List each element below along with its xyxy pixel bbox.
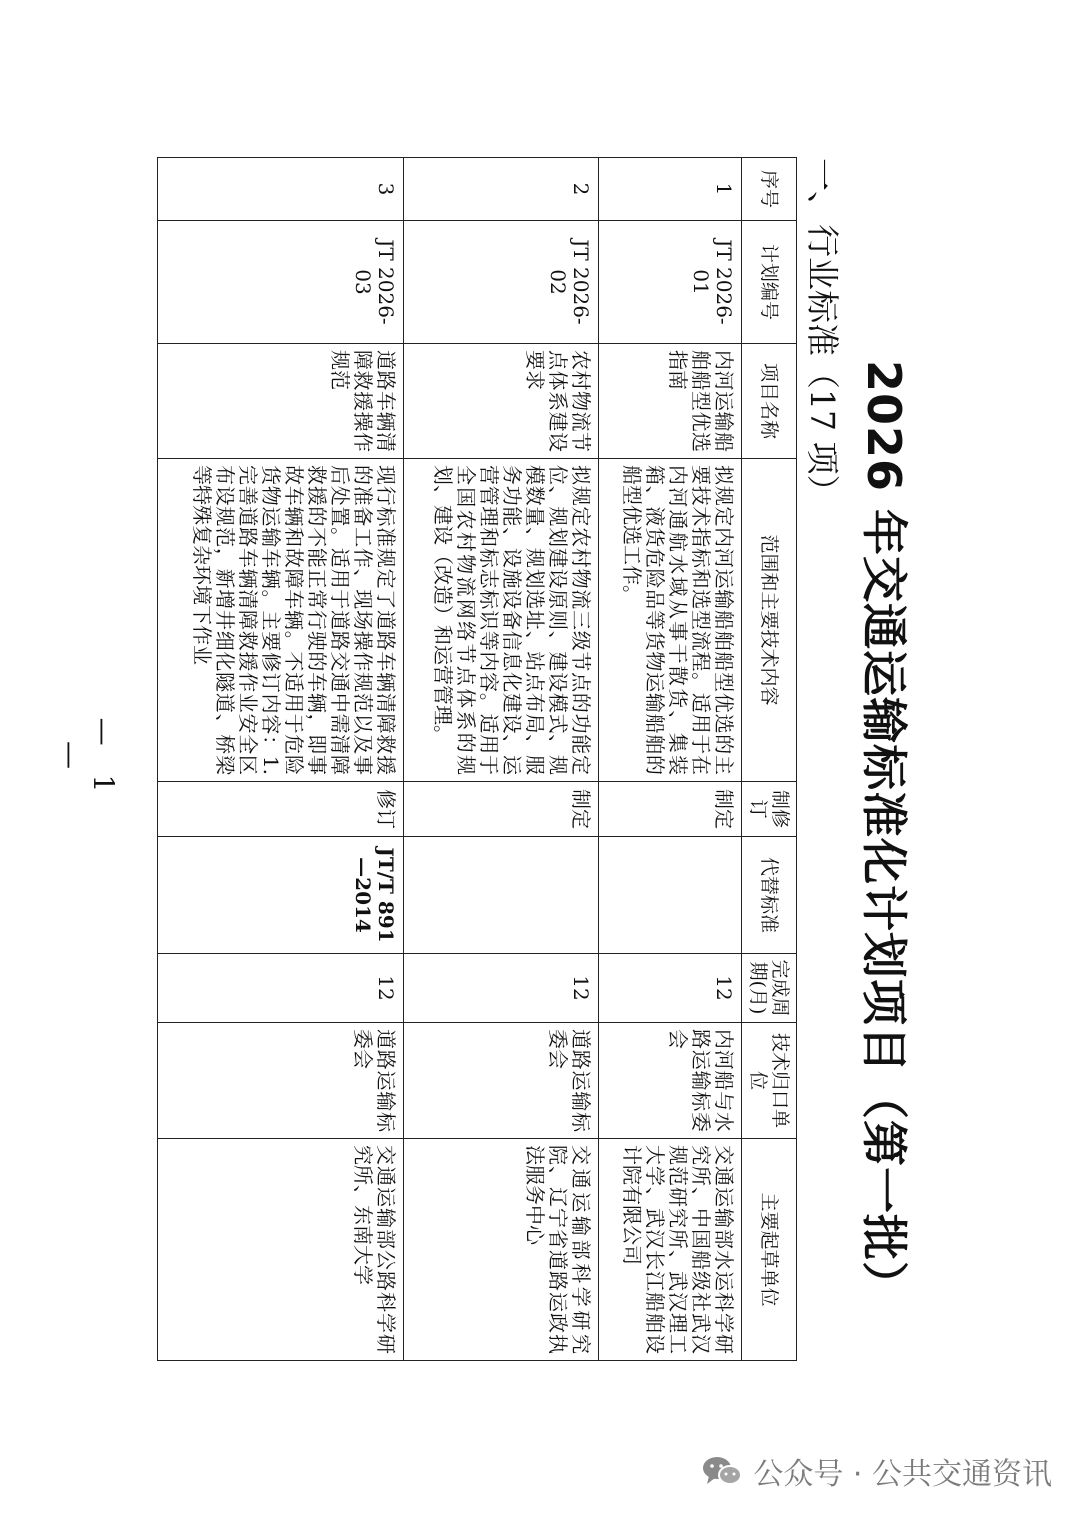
cell-drafters: 交通运输部公路科学研究所、东南大学 — [158, 1139, 404, 1361]
cell-period: 12 — [158, 954, 404, 1023]
page-number: — 1 — — [54, 717, 120, 803]
watermark-text: 公众号 · 公共交通资讯 — [753, 1457, 1052, 1492]
cell-tc: 道路运输标委会 — [158, 1023, 404, 1139]
cell-replace — [404, 837, 599, 954]
col-header-type: 制修订 — [742, 782, 797, 837]
cell-name: 道路车辆清障救援操作规范 — [158, 344, 404, 459]
cell-scope: 拟规定内河运输船舶船型优选的主要技术指标和选型流程。适用于在内河通航水域从事干散货、集装箱、液货危险品等货物运输船舶的船型优选工作。 — [598, 459, 741, 782]
standards-table — [157, 157, 797, 1361]
cell-drafters: 交通运输部科学研究院、辽宁省道路运政执法服务中心 — [404, 1139, 599, 1361]
cell-scope: 拟规定农村物流三级节点的功能定位、规划建设原则、建设模式、规模数量、规划选址、站点布局、服务功能、设施设备信息化建设、运营管理和标志标识等内容。适用于全国农村物流网络节点体系的规划、建设（改造）和运营管理。 — [404, 459, 599, 782]
table-row — [158, 158, 404, 1361]
cell-plan: JT 2026-02 — [404, 221, 599, 344]
cell-plan: JT 2026-03 — [158, 221, 404, 344]
col-header-scope: 范围和主要技术内容 — [742, 459, 797, 782]
cell-type: 制定 — [598, 782, 741, 837]
cell-period: 12 — [404, 954, 599, 1023]
cell-tc: 道路运输标委会 — [404, 1023, 599, 1139]
cell-type: 修订 — [158, 782, 404, 837]
cell-scope: 现行标准规定了道路车辆清障救援的准备工作、现场操作规范以及事后处置。适用于道路交通中需清障救援的不能正常行驶的车辆，即事故车辆和故障车辆。不适用于危险货物运输车辆。主要修订内容：1. 完善道路车辆清障救援作业安全区布设规范，新增井细化隧道、桥梁等特殊复杂环境下作业 — [158, 459, 404, 782]
cell-name: 内河运输船舶船型优选指南 — [598, 344, 741, 459]
col-header-tc: 技术归口单位 — [742, 1023, 797, 1139]
section-title: 一、行业标准（17 项） — [803, 158, 842, 508]
cell-replace: JT/T 891—2014 — [158, 837, 404, 954]
cell-plan: JT 2026-01 — [598, 221, 741, 344]
col-header-no: 序号 — [742, 158, 797, 221]
cell-replace — [598, 837, 741, 954]
col-header-period: 完成周期(月) — [742, 954, 797, 1023]
cell-type: 制定 — [404, 782, 599, 837]
table-row — [598, 158, 741, 1361]
cell-tc: 内河船与水路运输标委会 — [598, 1023, 741, 1139]
cell-name: 农村物流节点体系建设要求 — [404, 344, 599, 459]
col-header-plan: 计划编号 — [742, 221, 797, 344]
cell-no: 2 — [404, 158, 599, 221]
watermark — [701, 1449, 1052, 1493]
wechat-icon — [701, 1454, 743, 1488]
cell-period: 12 — [598, 954, 741, 1023]
cell-no: 3 — [158, 158, 404, 221]
table-row — [404, 158, 599, 1361]
col-header-name: 项目名称 — [742, 344, 797, 459]
col-header-replace: 代替标准 — [742, 837, 797, 954]
cell-drafters: 交通运输部水运科学研究所、中国船级社武汉规范研究所、武汉理工大学、武汉长江船舶设计院有限公司 — [598, 1139, 741, 1361]
col-header-drafters: 主要起草单位 — [742, 1139, 797, 1361]
cell-no: 1 — [598, 158, 741, 221]
table-header-row — [742, 158, 797, 1361]
document-title: 2026 年交通运输标准化计划项目（第一批） — [857, 360, 911, 1309]
